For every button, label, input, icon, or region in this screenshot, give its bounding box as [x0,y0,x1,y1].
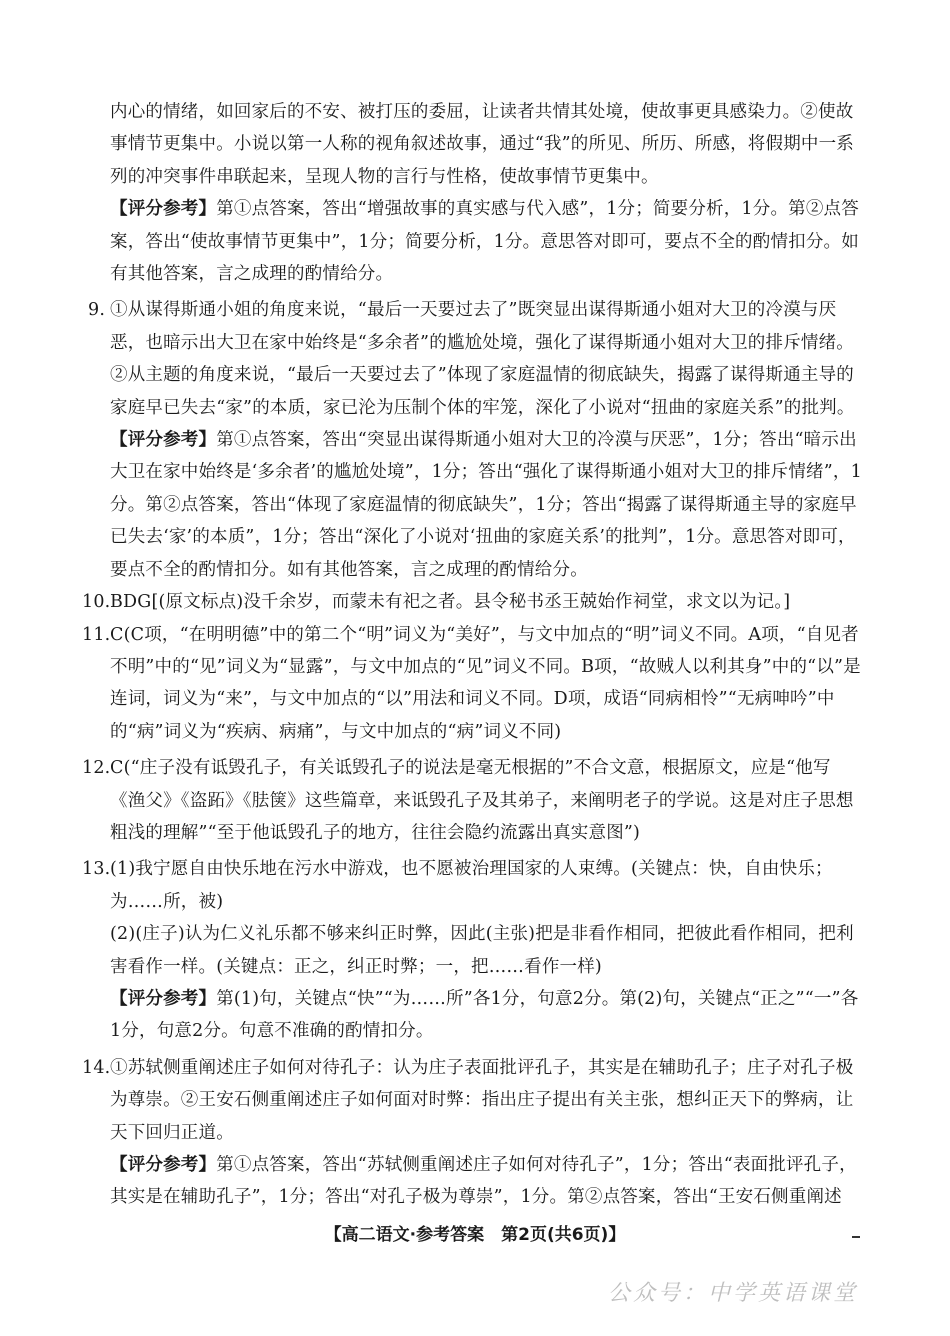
question-number: 14. [82,1057,111,1078]
q13-answer-2: (2)(庄子)认为仁义礼乐都不够来纠正时弊，因此(主张)把是非看作相同，把彼此看作相同，把利害看作一样。(关键点：正之，纠正时弊；一，把……看作一样) [110,924,854,977]
question-number: 13. [82,859,111,880]
scoring-tag: 【评分参考】 [110,988,217,1009]
q10-answer: BDG[(原文标点)没千余岁，而蒙未有祀之者。县令秘书丞王兢始作祠堂，求文以为记。] [110,592,791,613]
question-number: 9. [88,300,106,321]
q14-answer: ①苏轼侧重阐述庄子如何对待孔子：认为庄子表面批评孔子，其实是在辅助孔子；庄子对孔子极为尊崇。②王安石侧重阐述庄子如何面对时弊：指出庄子提出有关主张，想纠正天下的弊病，让天下回归正道。 [110,1057,854,1143]
watermark: 公众号：中学英语课堂 [607,1281,858,1306]
q8-continued-answer: 内心的情绪，如回家后的不安、被打压的委屈，让读者共情其处境，使故事更具感染力。②使故事情节更集中。小说以第一人称的视角叙述故事，通过“我”的所见、所历、所感，将假期中一系列的冲突事件串联起来，呈现人物的言行与性格，使故事情节更集中。 [110,102,854,187]
q9-answer: ①从谋得斯通小姐的角度来说，“最后一天要过去了”既突显出谋得斯通小姐对大卫的冷漠与厌恶，也暗示出大卫在家中始终是“多余者”的尴尬处境，强化了谋得斯通小姐对大卫的排斥情绪。②从主题的角度来说，“最后一天要过去了”体现了家庭温情的彻底缺失，揭露了谋得斯通主导的家庭早已失去“家”的本质，家已沦为压制个体的牢笼，深化了小说对“扭曲的家庭关系”的批判。 [110,300,855,418]
scoring-tag: 【评分参考】 [110,430,217,451]
q9-scoring-note [110,424,865,586]
q11-answer: C(C项，“在明明德”中的第二个“明”词义为“美好”，与文中加点的“明”词义不同。A项，“自见者不明”中的“见”词义为“显露”，与文中加点的“见”词义不同。B项，“故贼人以利其身”中的“以”是连词，词义为“来”，与文中加点的“以”用法和词义不同。D项，成语“同病相怜”“无病呻吟”中的“病”词义为“疾病、病痛”，与文中加点的“病”词义不同) [110,624,861,742]
page-footer: 【高二语文·参考答案 第2页(共6页)】 [324,1225,626,1245]
question-number: 12. [82,758,111,779]
scoring-tag: 【评分参考】 [110,199,217,220]
q13-scoring-note [110,983,865,1048]
q12-answer: C(“庄子没有诋毁孔子，有关诋毁孔子的说法是毫无根据的”不合文意，根据原文，应是“他写《渔父》《盗跖》《胠箧》这些篇章，来诋毁孔子及其弟子，来阐明老子的学说。这是对庄子思想粗浅的理解”“至于他诋毁孔子的地方，往往会隐约流露出真实意图”) [110,758,854,843]
q14-scoring-note [110,1149,865,1214]
scoring-text: 第①点答案，答出“突显出谋得斯通小姐对大卫的冷漠与厌恶”，1分；答出“暗示出大卫在家中始终是‘多余者’的尴尬处境”，1分；答出“强化了谋得斯通小姐对大卫的排斥情绪”，1分。第②点答案，答出“体现了家庭温情的彻底缺失”，1分；答出“揭露了谋得斯通主导的家庭早已失去‘家’的本质”，1分；答出“深化了小说对‘扭曲的家庭关系’的批判”，1分。意思答对即可，要点不全的酌情扣分。如有其他答案，言之成理的酌情给分。 [110,430,862,580]
question-14 [82,1052,865,1214]
question-11 [82,619,865,749]
scoring-tag: 【评分参考】 [110,1155,217,1175]
scoring-text: 第①点答案，答出“苏轼侧重阐述庄子如何对待孔子”，1分；答出“表面批评孔子，其实是在辅助孔子”，1分；答出“对孔子极为尊崇”，1分。第②点答案，答出“王安石侧重阐述 [110,1155,857,1208]
question-12 [82,752,865,849]
question-13 [82,853,865,1047]
question-10 [82,586,865,618]
scoring-text: 第(1)句，关键点“快”“为……所”各1分，句意2分。第(2)句，关键点“正之”“一”各1分，句意2分。句意不准确的酌情扣分。 [110,988,859,1042]
question-number: 11. [82,624,111,645]
question-9 [88,294,865,586]
q8-scoring-note [110,193,865,290]
scoring-text: 第①点答案，答出“增强故事的真实感与代入感”，1分；简要分析，1分。第②点答案，答出“使故事情节更集中”，1分；简要分析，1分。意思答对即可，要点不全的酌情扣分。如有其他答案，言之成理的酌情给分。 [110,199,859,285]
footer-dash [852,1236,860,1238]
question-number: 10. [82,592,111,613]
answer-content [82,96,865,1214]
q13-answer-1: (1)我宁愿自由快乐地在污水中游戏，也不愿被治理国家的人束缚。(关键点：快，自由快乐；为……所，被) [110,859,833,912]
